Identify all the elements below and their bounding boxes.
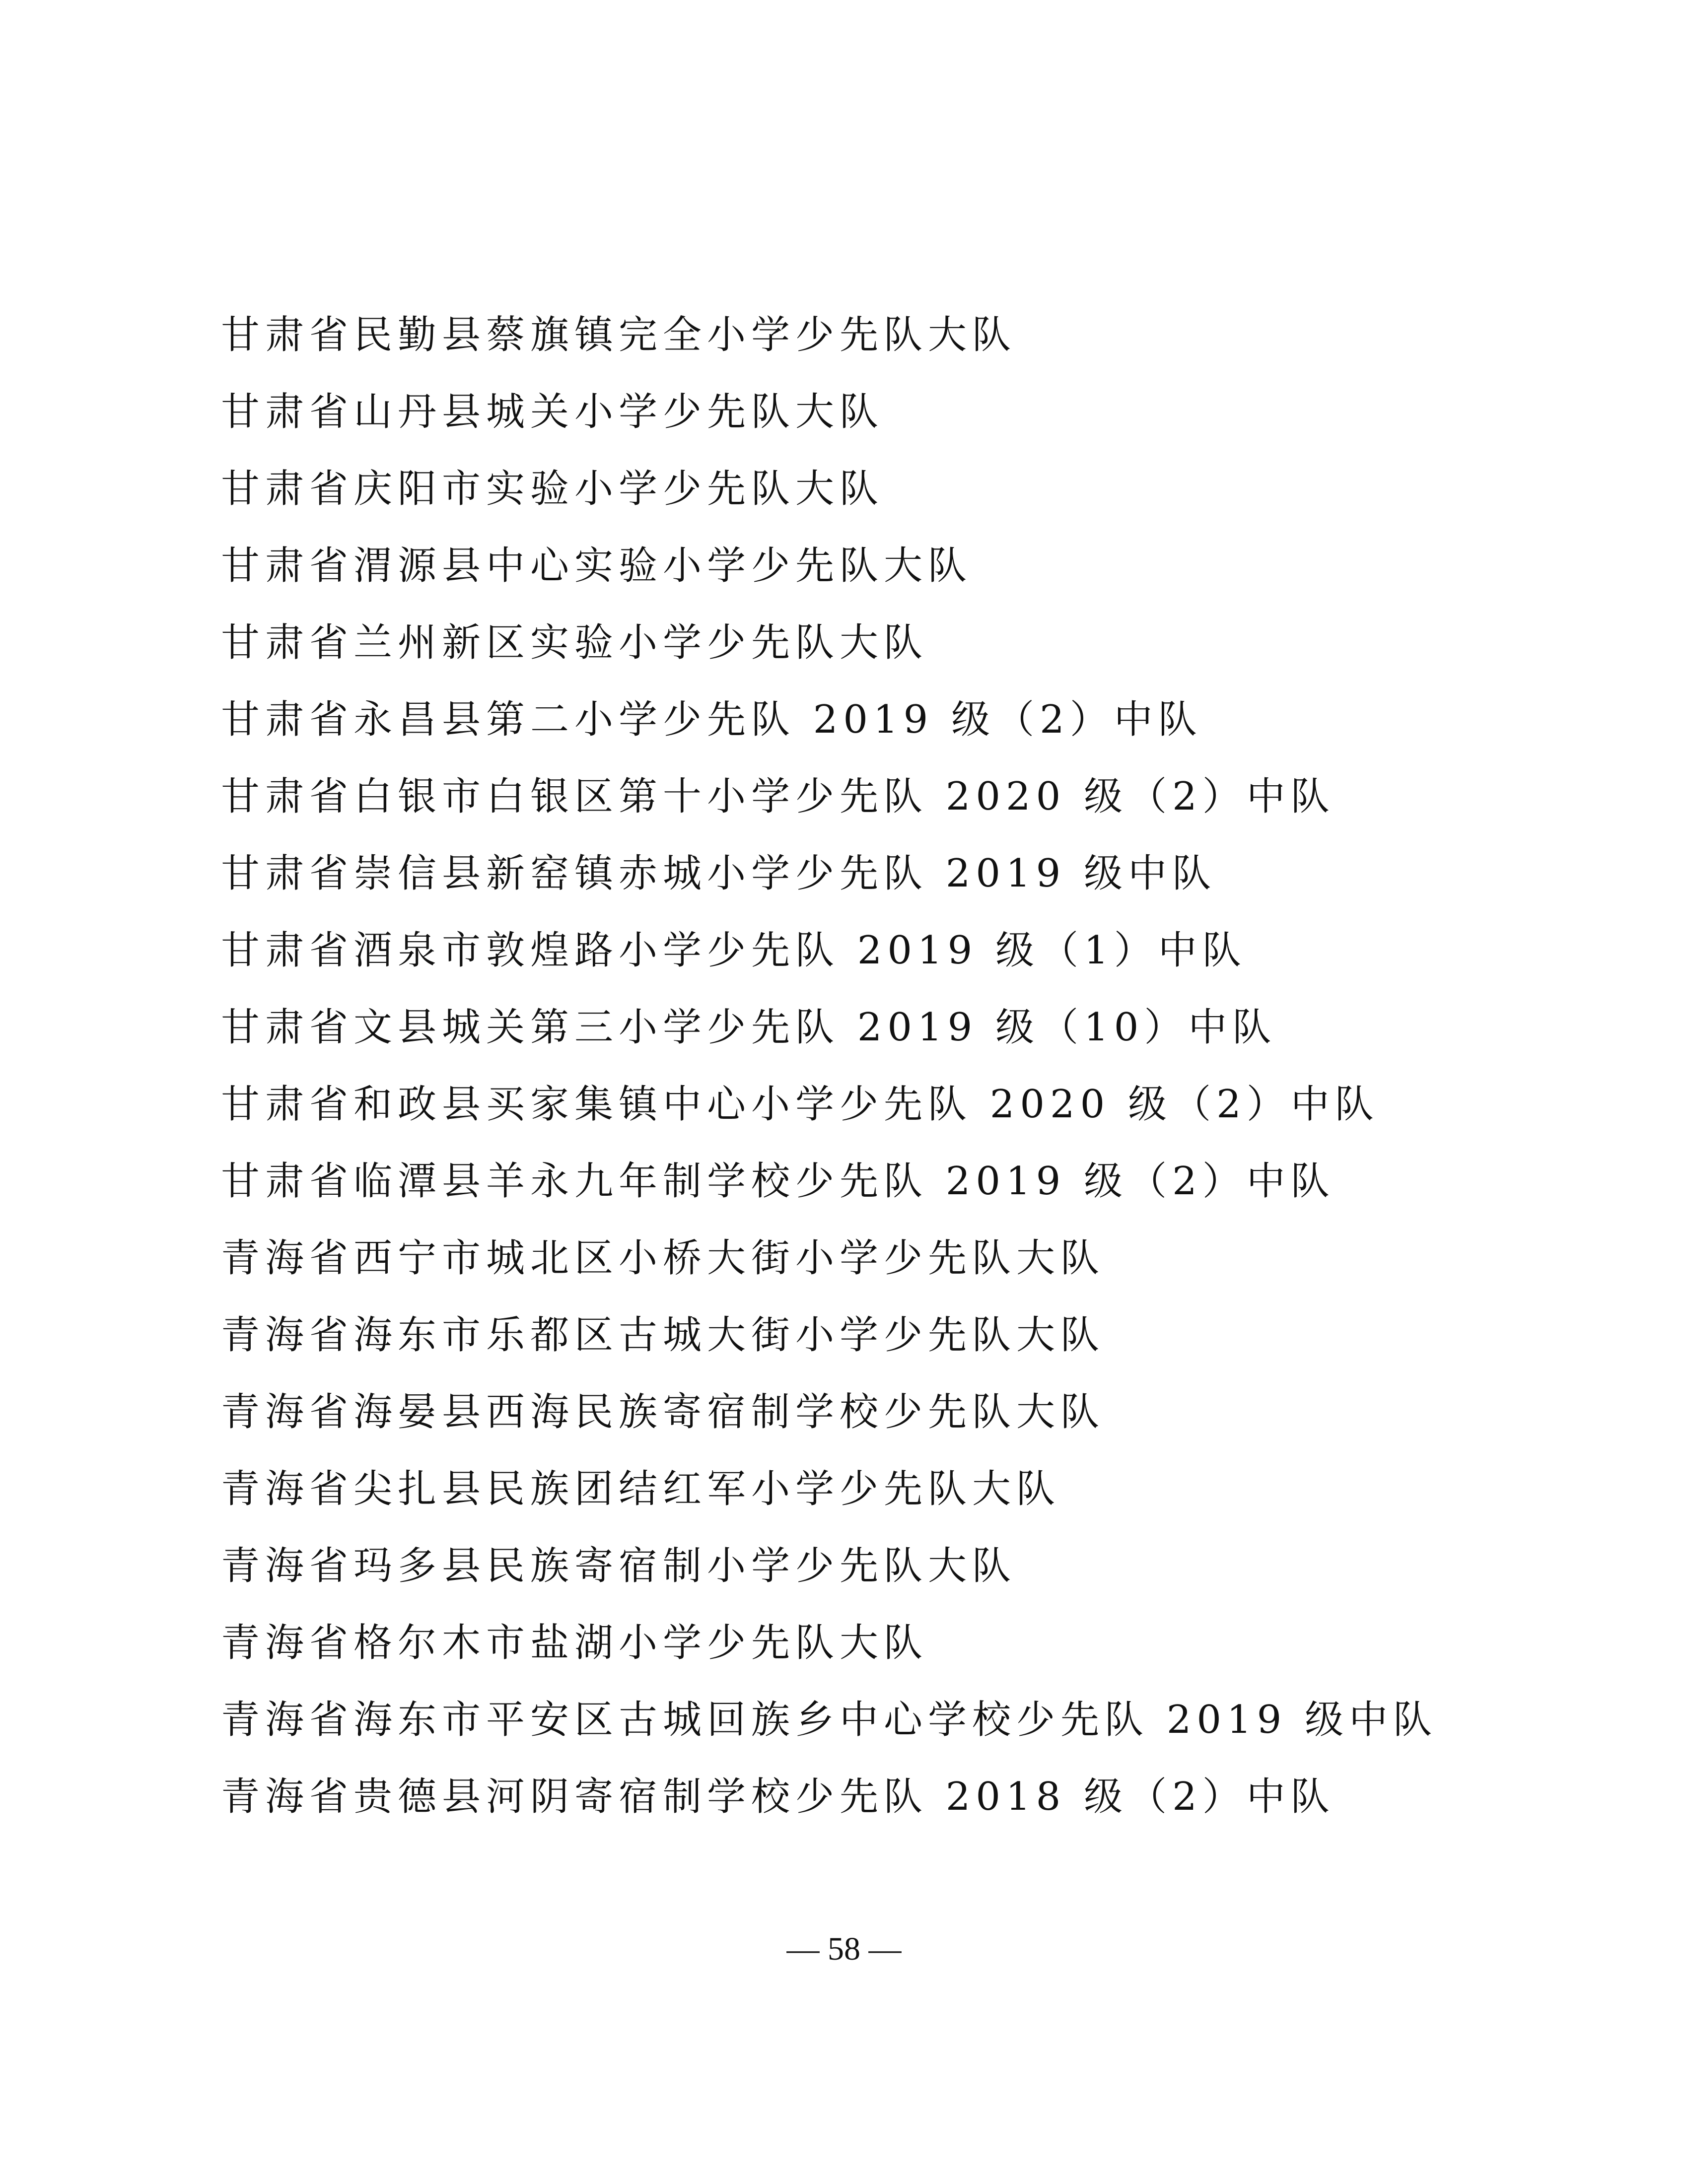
list-item: 青海省海东市乐都区古城大街小学少先队大队 [221, 1313, 1105, 1358]
list-item: 青海省格尔木市盐湖小学少先队大队 [221, 1621, 928, 1665]
list-item: 甘肃省临潭县羊永九年制学校少先队 2019 级（2）中队 [221, 1159, 1335, 1204]
entry-list [221, 308, 1462, 1846]
page-number: — 58 — [786, 1931, 902, 1967]
list-item: 甘肃省酒泉市敦煌路小学少先队 2019 级（1）中队 [221, 928, 1247, 973]
list-item: 甘肃省渭源县中心实验小学少先队大队 [221, 544, 973, 588]
list-item: 青海省尖扎县民族团结红军小学少先队大队 [221, 1467, 1061, 1511]
list-item: 甘肃省兰州新区实验小学少先队大队 [221, 620, 928, 665]
list-item: 甘肃省山丹县城关小学少先队大队 [221, 390, 884, 434]
list-item: 甘肃省永昌县第二小学少先队 2019 级（2）中队 [221, 697, 1202, 742]
list-item: 甘肃省庆阳市实验小学少先队大队 [221, 467, 884, 511]
list-item: 甘肃省崇信县新窑镇赤城小学少先队 2019 级中队 [221, 851, 1217, 896]
list-item: 甘肃省和政县买家集镇中心小学少先队 2020 级（2）中队 [221, 1082, 1379, 1127]
list-item: 青海省玛多县民族寄宿制小学少先队大队 [221, 1544, 1017, 1588]
list-item: 甘肃省民勤县蔡旗镇完全小学少先队大队 [221, 313, 1017, 357]
list-item: 青海省贵德县河阴寄宿制学校少先队 2018 级（2）中队 [221, 1774, 1335, 1819]
list-item: 甘肃省文县城关第三小学少先队 2019 级（10）中队 [221, 1005, 1277, 1050]
list-item: 甘肃省白银市白银区第十小学少先队 2020 级（2）中队 [221, 774, 1335, 819]
list-item: 青海省海晏县西海民族寄宿制学校少先队大队 [221, 1390, 1105, 1434]
list-item: 青海省西宁市城北区小桥大街小学少先队大队 [221, 1236, 1105, 1281]
list-item: 青海省海东市平安区古城回族乡中心学校少先队 2019 级中队 [221, 1698, 1438, 1742]
